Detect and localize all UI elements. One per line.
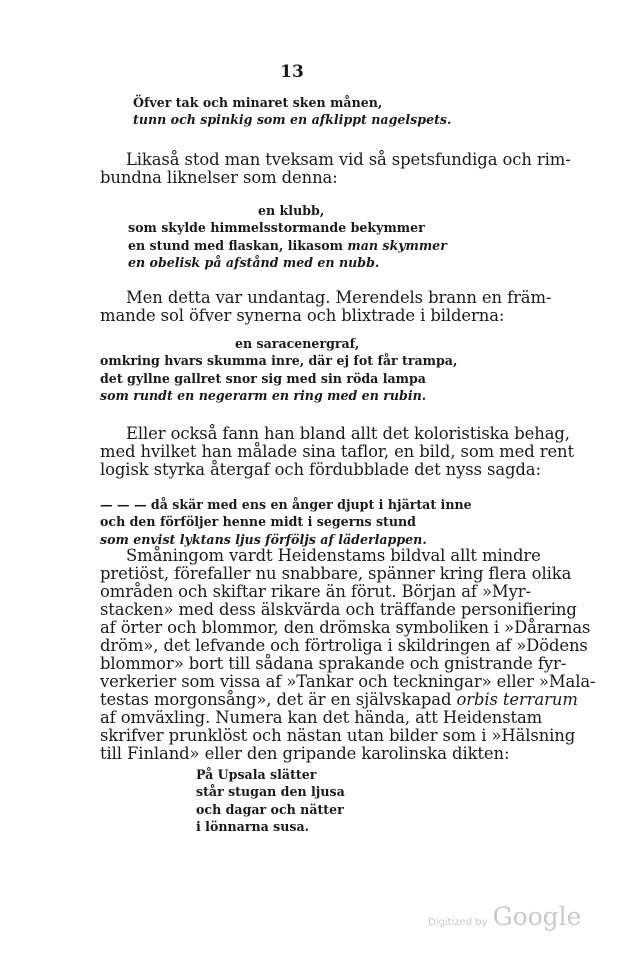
verse-line: Öfver tak och minaret sken månen, [133,95,383,110]
verse-line: tunn och spinkig som en afklippt nagelspets. [133,112,452,128]
verse-line: — — — då skär med ens en ånger djupt i hjärtat inne [100,497,472,512]
text-line: Eller också fann han bland allt det koloristiska behag, [126,424,570,443]
paragraph-4 [100,546,596,763]
verse-line: det gyllne gallret snor sig med sin röda lampa [100,370,426,386]
verse-3 [100,335,457,405]
verse-4 [100,496,472,548]
digitized-watermark [428,902,581,931]
verse-line: som envist lyktans ljus förföljs af läderlappen. [100,531,427,547]
google-logo: Google [492,902,582,931]
verse-2 [128,202,447,272]
text-line: Men detta var undantag. Merendels brann en främ- [126,288,552,307]
text-line [100,690,578,709]
text-line: blommor» bort till sådana sprakande och gnistrande fyr- [100,654,567,673]
verse-line: som skylde himmelsstormande bekymmer [128,220,425,236]
text-line: dröm», det lefvande och förtroliga i skildringen af »Dödens [100,636,588,655]
verse-line: står stugan den ljusa [196,784,345,800]
text-line: pretiöst, förefaller nu snabbare, spänner kring flera olika [100,564,572,583]
verse-line: omkring hvars skumma inre, där ej fot får trampa, [100,353,458,369]
verse-line [128,237,447,254]
italic-text: orbis terrarum [456,690,578,709]
text-line: Likaså stod man tveksam vid så spetsfundiga och rim- [126,150,571,169]
verse-line: en saracenergraf, [235,336,360,351]
text-line: logisk styrka återgaf och fördubblade det nyss sagda: [100,460,541,479]
verse-5 [196,766,345,836]
text-line: med hvilket han målade sina taflor, en bild, som med rent [100,442,574,461]
text-line: Småningom vardt Heidenstams bildval allt mindre [126,546,541,565]
text-line: verkerier som vissa af »Tankar och teckningar» eller »Mala- [100,672,596,691]
paragraph-1 [100,150,571,187]
text-line: mande sol öfver synerna och blixtrade i bilderna: [100,306,505,325]
verse-line: som rundt en negerarm en ring med en rubin. [100,388,427,404]
verse-line: och dagar och nätter [196,801,344,817]
verse-line: en obelisk på afstånd med en nubb. [128,255,380,271]
text-line: bundna liknelser som denna: [100,168,338,187]
paragraph-3 [100,424,574,479]
text-line: af omväxling. Numera kan det hända, att Heidenstam [100,708,543,727]
text-line: skrifver prunklöst och nästan utan bilder som i »Hälsning [100,726,576,745]
verse-line: och den förföljer henne midt i segerns stund [100,514,416,530]
verse-text: en stund med flaskan, likasom [128,237,348,253]
verse-line: i lönnarna susa. [196,819,310,835]
verse-italic-text: man skymmer [347,237,447,253]
text-line: af örter och blommor, den drömska symboliken i »Dårarnas [100,618,591,637]
text-line: till Finland» eller den gripande karolinska dikten: [100,744,510,763]
text-run: testas morgonsång», det är en självskapad [100,690,457,709]
text-line: områden och skiftar rikare än förut. Början af »Myr- [100,582,531,601]
watermark-label: Digitized by [428,917,488,928]
verse-line: På Upsala slätter [196,767,317,782]
verse-1 [133,94,451,129]
page-number: 13 [280,62,304,82]
verse-line: en klubb, [258,203,325,218]
paragraph-2 [100,288,552,325]
text-line: stacken» med dess älskvärda och träffande personifiering [100,600,577,619]
